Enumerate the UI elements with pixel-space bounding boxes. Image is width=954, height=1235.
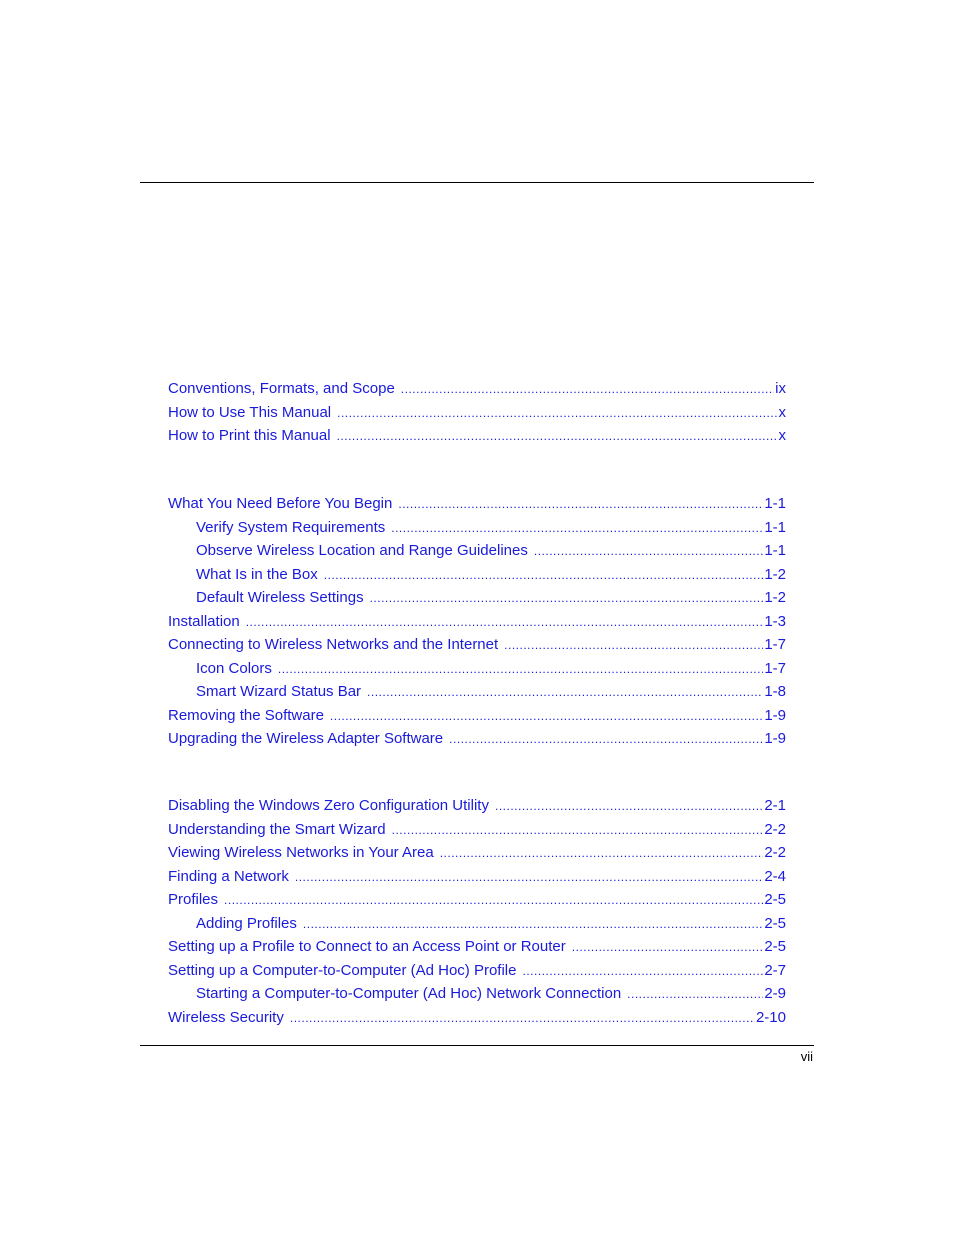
toc-entry-title: Profiles bbox=[168, 891, 219, 908]
toc-entry-page: 1-1 bbox=[764, 542, 786, 559]
toc-group bbox=[168, 380, 786, 451]
toc-entry-title: Removing the Software bbox=[168, 706, 324, 724]
toc-entry-link[interactable] bbox=[168, 962, 786, 986]
toc-entry-link[interactable] bbox=[168, 938, 786, 962]
dot-leader bbox=[278, 660, 763, 678]
toc-entry-title: Setting up a Profile to Connect to an Access Point or Router bbox=[168, 938, 566, 955]
toc-entry-title: Smart Wizard Status Bar bbox=[196, 683, 362, 700]
page-number: vii bbox=[800, 1049, 813, 1064]
toc-entry-page: 2-5 bbox=[764, 938, 786, 955]
toc-entry-page: x bbox=[778, 427, 786, 444]
dot-leader bbox=[290, 1009, 755, 1027]
toc-entry-link[interactable] bbox=[168, 730, 786, 754]
toc-entry-page: 1-7 bbox=[764, 659, 786, 677]
toc-entry-link[interactable] bbox=[168, 821, 786, 845]
toc-entry-title: Setting up a Computer-to-Computer (Ad Hoc) Profile bbox=[168, 961, 517, 979]
toc-entry-title: Adding Profiles bbox=[196, 914, 297, 932]
dot-leader bbox=[370, 589, 764, 607]
toc-entry-title: Starting a Computer-to-Computer (Ad Hoc) Network Connection bbox=[196, 985, 622, 1002]
toc-entry-link[interactable] bbox=[168, 427, 786, 451]
toc-entry-title: Wireless Security bbox=[168, 1008, 284, 1026]
toc-entry-title: Viewing Wireless Networks in Your Area bbox=[168, 844, 434, 861]
toc-entry-page: 1-2 bbox=[764, 589, 786, 606]
toc-entry-link[interactable] bbox=[168, 636, 786, 660]
toc-entry-title: Observe Wireless Location and Range Guidelines bbox=[196, 542, 528, 559]
dot-leader bbox=[246, 613, 764, 631]
toc-entry-page: 2-2 bbox=[764, 820, 786, 838]
toc-entry-title: Verify System Requirements bbox=[196, 518, 386, 536]
dot-leader bbox=[330, 707, 763, 725]
toc-group bbox=[168, 495, 786, 754]
toc-entry-link[interactable] bbox=[168, 683, 786, 707]
dot-leader bbox=[440, 844, 764, 862]
toc-entry-link[interactable] bbox=[168, 404, 786, 428]
toc-entry-title: Disabling the Windows Zero Configuration Utility bbox=[168, 797, 489, 814]
toc-entry-title: Connecting to Wireless Networks and the Internet bbox=[168, 636, 499, 653]
dot-leader bbox=[495, 797, 763, 815]
top-rule bbox=[140, 182, 814, 183]
dot-leader bbox=[449, 730, 763, 748]
dot-leader bbox=[504, 636, 763, 654]
toc-entry-title: How to Print this Manual bbox=[168, 427, 331, 444]
dot-leader bbox=[224, 891, 763, 909]
toc-entry-page: 1-8 bbox=[764, 683, 786, 700]
toc-entry-page: 2-5 bbox=[764, 891, 786, 908]
toc-entry-link[interactable] bbox=[168, 707, 786, 731]
dot-leader bbox=[522, 962, 763, 980]
toc-entry-title: Finding a Network bbox=[168, 867, 289, 885]
dot-leader bbox=[572, 938, 764, 956]
toc-entry-page: 1-1 bbox=[764, 518, 786, 536]
dot-leader bbox=[401, 380, 774, 398]
toc-entry-link[interactable] bbox=[168, 797, 786, 821]
toc-entry-link[interactable] bbox=[168, 542, 786, 566]
bottom-rule bbox=[140, 1045, 814, 1046]
toc-entry-page: x bbox=[778, 403, 786, 421]
dot-leader bbox=[391, 519, 763, 537]
toc-entry-title: Icon Colors bbox=[196, 659, 272, 677]
toc-entry-page: 1-7 bbox=[764, 636, 786, 653]
toc-entry-link[interactable] bbox=[168, 495, 786, 519]
toc-entry-page: 1-3 bbox=[764, 612, 786, 630]
toc-entry-title: What Is in the Box bbox=[196, 565, 318, 583]
toc-entry-link[interactable] bbox=[168, 380, 786, 404]
dot-leader bbox=[398, 495, 763, 513]
dot-leader bbox=[627, 985, 763, 1003]
toc-entry-title: Upgrading the Wireless Adapter Software bbox=[168, 730, 444, 747]
toc-entry-title: Conventions, Formats, and Scope bbox=[168, 380, 395, 397]
dot-leader bbox=[337, 404, 777, 422]
toc-entry-link[interactable] bbox=[168, 519, 786, 543]
toc-entry-link[interactable] bbox=[168, 891, 786, 915]
dot-leader bbox=[367, 683, 763, 701]
toc-entry-page: 2-9 bbox=[764, 985, 786, 1002]
toc-entry-page: 2-4 bbox=[764, 867, 786, 885]
toc-entry-page: 1-9 bbox=[764, 706, 786, 724]
toc-entry-title: Understanding the Smart Wizard bbox=[168, 820, 386, 838]
toc-entry-link[interactable] bbox=[168, 566, 786, 590]
toc-entry-page: ix bbox=[775, 380, 786, 397]
toc-entry-title: How to Use This Manual bbox=[168, 403, 332, 421]
dot-leader bbox=[392, 821, 764, 839]
toc-entry-link[interactable] bbox=[168, 844, 786, 868]
toc-entry-link[interactable] bbox=[168, 1009, 786, 1033]
toc-entry-link[interactable] bbox=[168, 660, 786, 684]
toc-entry-link[interactable] bbox=[168, 915, 786, 939]
dot-leader bbox=[303, 915, 763, 933]
toc-entry-link[interactable] bbox=[168, 613, 786, 637]
toc-entry-page: 1-1 bbox=[764, 495, 786, 512]
dot-leader bbox=[337, 427, 778, 445]
toc-entry-page: 2-1 bbox=[764, 797, 786, 814]
toc-entry-link[interactable] bbox=[168, 589, 786, 613]
toc-entry-page: 2-10 bbox=[755, 1008, 786, 1026]
toc-entry-page: 2-5 bbox=[764, 914, 786, 932]
dot-leader bbox=[324, 566, 764, 584]
toc-entry-page: 2-2 bbox=[764, 844, 786, 861]
toc-entry-page: 1-9 bbox=[764, 730, 786, 747]
toc-entry-title: What You Need Before You Begin bbox=[168, 495, 393, 512]
dot-leader bbox=[295, 868, 763, 886]
toc-entry-page: 2-7 bbox=[764, 961, 786, 979]
toc-entry-title: Installation bbox=[168, 612, 240, 630]
toc-group bbox=[168, 797, 786, 1032]
toc-entry-link[interactable] bbox=[168, 985, 786, 1009]
toc-entry-link[interactable] bbox=[168, 868, 786, 892]
toc-entry-title: Default Wireless Settings bbox=[196, 589, 364, 606]
toc-entry-page: 1-2 bbox=[764, 565, 786, 583]
dot-leader bbox=[534, 542, 763, 560]
